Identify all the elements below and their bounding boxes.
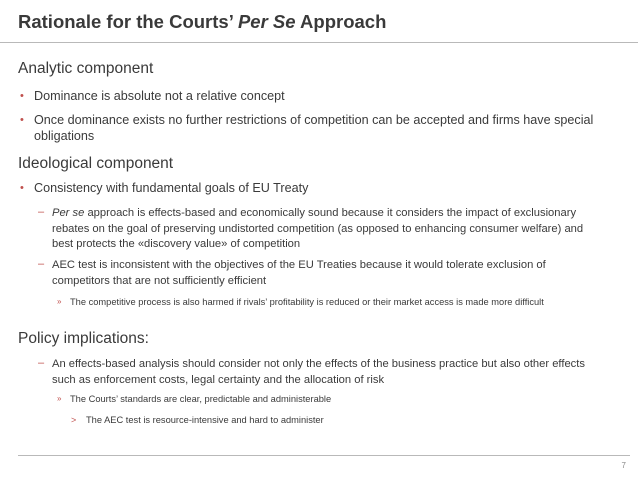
sub-bullet-text: AEC test is inconsistent with the objectives of the EU Treaties because it would tolerate exclusion of competitors that are not sufficiently efficient <box>52 259 546 287</box>
section-heading-ideological: Ideological component <box>18 155 174 172</box>
arrow-icon: » <box>57 297 62 306</box>
sub-bullet-text: approach is effects-based and economically sound because it considers the impact of exclusionary rebates on the goal of preserving undistorted competition (as opposed to enhancing consumer welfare) and best protects the «discovery value» of competition <box>52 207 584 250</box>
sub-sub-bullet-competitive-process <box>57 295 590 309</box>
bullet-dominance <box>20 88 594 104</box>
bullet-dot-icon: • <box>20 90 24 102</box>
sub-sub-sub-bullet-aec-resource <box>71 413 586 427</box>
arrow-icon: » <box>57 394 62 403</box>
sub-bullet-aec-inconsistent <box>38 258 597 289</box>
title-italic: Per Se <box>237 11 296 32</box>
bullet-text: Dominance is absolute not a relative concept <box>34 89 285 103</box>
sub-bullet-per-se <box>38 206 597 253</box>
section-heading-policy: Policy implications: <box>18 330 149 347</box>
section-heading-analytic: Analytic component <box>18 60 154 77</box>
bullet-dot-icon: • <box>20 182 24 194</box>
footer-divider <box>18 455 630 456</box>
sub-sub-bullet-courts-standards <box>57 392 590 406</box>
title-text: Rationale for the Courts’ <box>18 11 238 32</box>
bullet-dot-icon: • <box>20 114 24 126</box>
dash-icon: – <box>38 206 45 218</box>
slide-title <box>18 11 386 33</box>
sub-bullet-effects-based <box>38 357 597 388</box>
dash-icon: – <box>38 357 45 369</box>
title-suffix: Approach <box>295 11 387 32</box>
per-se-italic: Per se <box>52 207 85 219</box>
page-number: 7 <box>621 461 626 470</box>
title-divider <box>0 42 638 43</box>
sub-sub-sub-bullet-text: The AEC test is resource-intensive and hard to administer <box>86 415 324 425</box>
sub-sub-bullet-text: The competitive process is also harmed if rivals’ profitability is reduced or their market access is made more difficult <box>70 297 544 307</box>
dash-icon: – <box>38 258 45 270</box>
angle-bracket-icon: > <box>71 415 77 425</box>
sub-bullet-text: An effects-based analysis should consider not only the effects of the business practice but also other effects such as enforcement costs, legal certainty and the allocation of risk <box>52 358 585 386</box>
bullet-text: Once dominance exists no further restrictions of competition can be accepted and firms have special obligations <box>34 113 594 143</box>
bullet-eu-treaty <box>20 180 594 196</box>
sub-sub-bullet-text: The Courts’ standards are clear, predictable and administerable <box>70 394 332 404</box>
bullet-text: Consistency with fundamental goals of EU Treaty <box>34 181 309 195</box>
bullet-special-obligations <box>20 112 594 144</box>
